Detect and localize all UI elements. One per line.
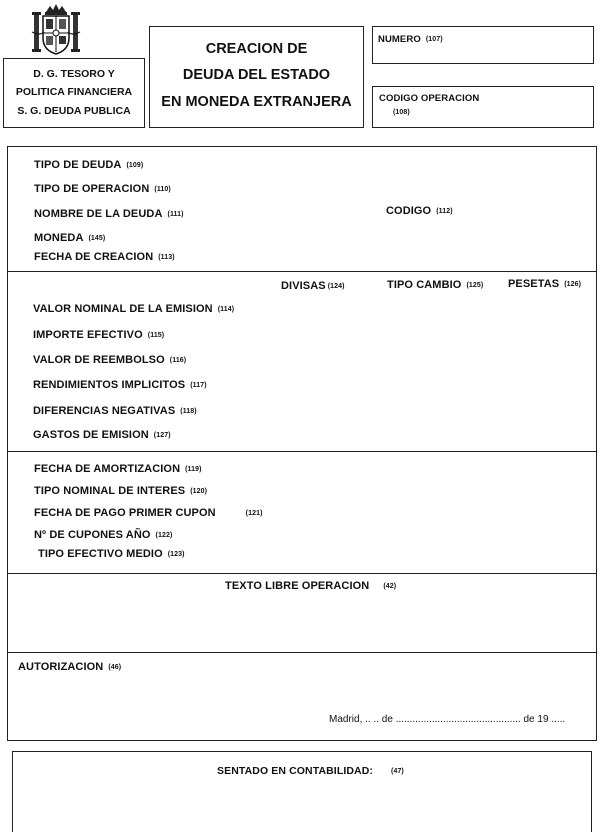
field-fecha-amortizacion[interactable]: FECHA DE AMORTIZACION (119) — [34, 463, 202, 475]
field-importe-efectivo[interactable]: IMPORTE EFECTIVO (115) — [33, 329, 165, 341]
column-divisas: DIVISAS (124) — [281, 280, 345, 292]
field-nombre-deuda[interactable]: NOMBRE DE LA DEUDA (111) — [34, 208, 184, 220]
title-line-1: CREACION DE — [205, 41, 308, 57]
field-rendimientos[interactable]: RENDIMIENTOS IMPLICITOS (117) — [33, 379, 207, 391]
issuer-line-1: D. G. TESORO Y — [33, 68, 115, 80]
field-autorizacion[interactable]: AUTORIZACION (46) — [18, 661, 122, 673]
field-valor-nominal[interactable]: VALOR NOMINAL DE LA EMISION (114) — [33, 303, 235, 315]
column-pesetas: PESETAS (126) — [508, 278, 582, 290]
field-tipo-operacion[interactable]: TIPO DE OPERACION (110) — [34, 183, 171, 195]
issuer-box — [3, 58, 145, 128]
codigo-operacion-code: (108) — [393, 109, 410, 116]
column-tipo-cambio: TIPO CAMBIO (125) — [387, 279, 484, 291]
divider-2 — [7, 451, 597, 452]
contabilidad-box — [12, 751, 592, 832]
field-moneda[interactable]: MONEDA (145) — [34, 232, 106, 244]
field-tipo-efectivo[interactable]: TIPO EFECTIVO MEDIO (123) — [38, 548, 185, 560]
codigo-operacion-box[interactable] — [372, 86, 594, 128]
field-contabilidad[interactable]: SENTADO EN CONTABILIDAD: (47) — [217, 765, 404, 777]
codigo-operacion-label: CODIGO OPERACION — [379, 93, 480, 104]
coat-of-arms-emblem — [30, 2, 82, 58]
title-line-2: DEUDA DEL ESTADO — [182, 67, 331, 83]
issuer-line-3: S. G. DEUDA PUBLICA — [17, 105, 131, 117]
field-diferencias[interactable]: DIFERENCIAS NEGATIVAS (118) — [33, 405, 197, 417]
field-fecha-pago[interactable]: FECHA DE PAGO PRIMER CUPON (121) — [34, 507, 263, 519]
field-cupones[interactable]: Nº DE CUPONES AÑO (122) — [34, 529, 173, 541]
divider-1 — [7, 271, 597, 272]
field-codigo[interactable]: CODIGO (112) — [386, 205, 453, 217]
madrid-date-line: Madrid, .. .. de ............................................. de 19 ..... — [329, 714, 566, 725]
title-line-3: EN MONEDA EXTRANJERA — [161, 94, 352, 110]
field-gastos[interactable]: GASTOS DE EMISION (127) — [33, 429, 171, 441]
divider-3 — [7, 573, 597, 574]
numero-box[interactable] — [372, 26, 594, 64]
field-valor-reembolso[interactable]: VALOR DE REEMBOLSO (116) — [33, 354, 187, 366]
field-tipo-nominal[interactable]: TIPO NOMINAL DE INTERES (120) — [34, 485, 208, 497]
field-fecha-creacion[interactable]: FECHA DE CREACION (113) — [34, 251, 175, 263]
field-texto-libre[interactable]: TEXTO LIBRE OPERACION (42) — [225, 580, 397, 592]
title-box — [149, 26, 364, 128]
numero-label: NUMERO (107) — [378, 34, 443, 45]
divider-4 — [7, 652, 597, 653]
shield-icon — [30, 2, 82, 58]
issuer-line-2: POLITICA FINANCIERA — [15, 86, 133, 98]
field-tipo-deuda[interactable]: TIPO DE DEUDA (109) — [34, 159, 144, 171]
